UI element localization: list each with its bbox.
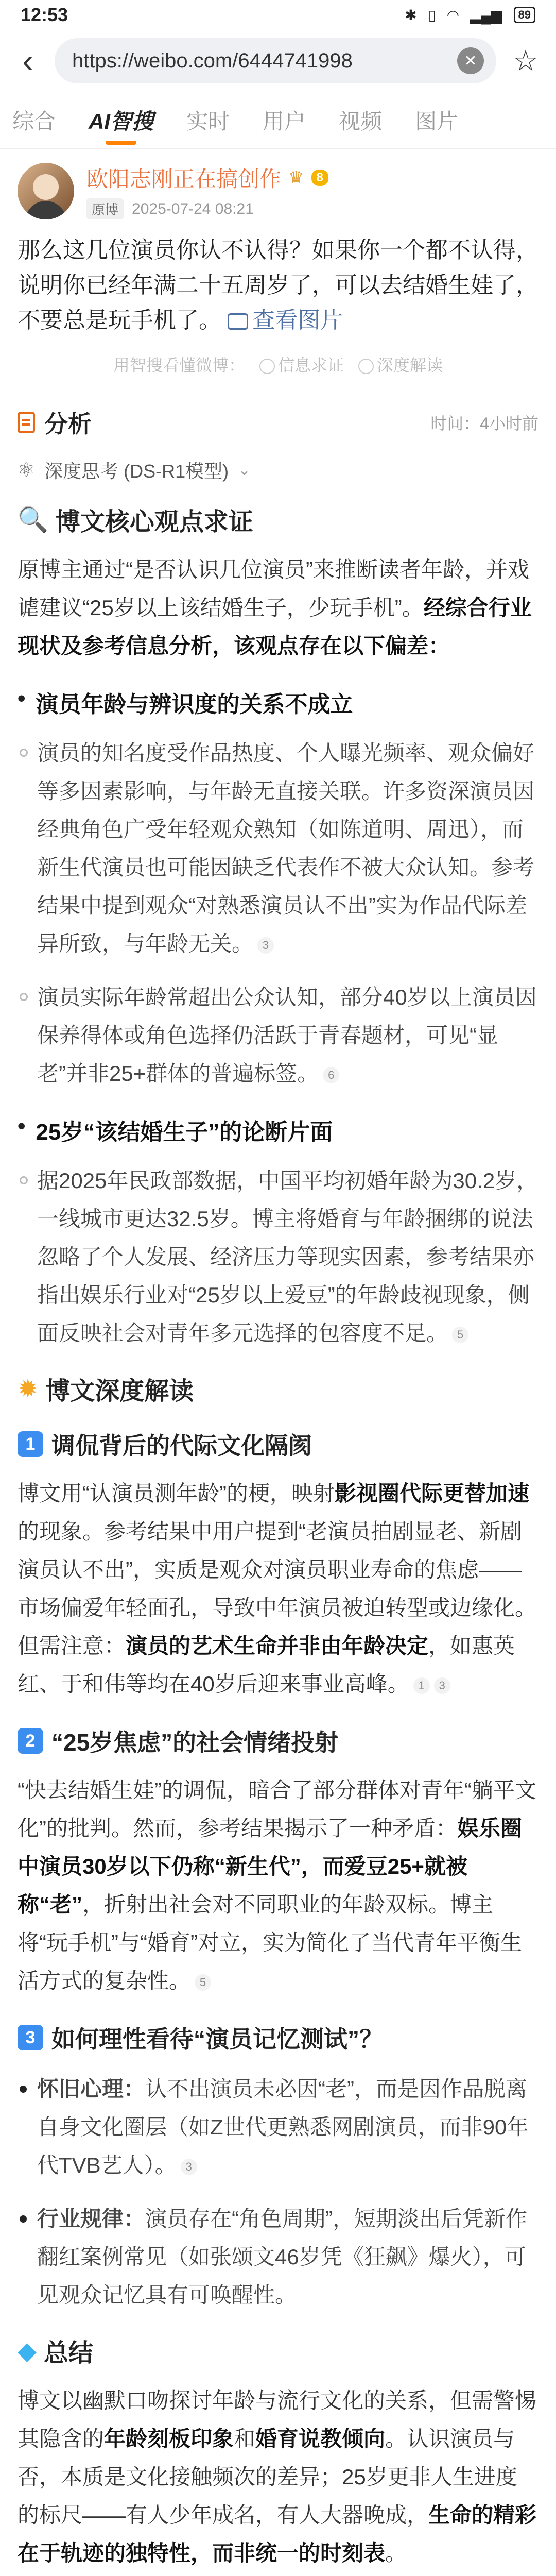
bookmark-star-icon[interactable]: ☆ [512, 44, 539, 77]
status-icons [405, 7, 535, 24]
crown-icon: ♛ [288, 168, 304, 188]
bullet-item: 演员的知名度受作品热度、个人曝光频率、观众偏好等多因素影响，与年龄无直接关联。许多资深演员因经典角色广受年轻观众熟知（如陈道明、周迅），而新生代演员也可能因缺乏代表作不被大众认知。参考结果中提到观众“对熟悉演员认不出”实为作品代际差异所致，与年龄无关。 3 [18, 734, 538, 963]
section-interpretation-title: ✹ 博文深度解读 [18, 1375, 194, 1405]
point-3-title: 3 如何理性看待“演员记忆测试”？ [18, 2021, 538, 2055]
point-2-title: 2 “25岁焦虑”的社会情绪投射 [18, 1724, 538, 1758]
analysis-time: 时间：4小时前 [430, 414, 538, 433]
diamond-icon: ◆ [18, 2337, 37, 2365]
tip-verify: 信息求证 [259, 352, 344, 376]
deep-think-toggle[interactable]: ⚛ 深度思考 (DS-R1模型) ⌄ [18, 460, 251, 482]
magnifier-icon: 🔍 [18, 506, 48, 534]
signal-icon: ▂▄▆ [470, 7, 502, 23]
tip-deep: 深度解读 [358, 352, 443, 376]
bullet-item: 行业规律：演员存在“角色周期”，短期淡出后凭新作翻红案例常见（如张颂文46岁凭《狂飙》爆火），可见观众记忆具有可唤醒性。 [18, 2200, 538, 2314]
url-field[interactable] [55, 38, 496, 83]
battery-icon: 89 [514, 7, 535, 23]
citation-badge[interactable]: 3 [257, 937, 274, 954]
number-2-icon: 2 [18, 1728, 43, 1754]
bullet-age-recognition: • 演员年龄与辨识度的关系不成立 [18, 686, 353, 717]
back-icon[interactable]: ‹ [22, 42, 33, 79]
section-verify-title: 🔍 博文核心观点求证 [18, 502, 538, 537]
summary-text: 博文以幽默口吻探讨年龄与流行文化的关系，但需警惕其隐含的年龄刻板印象和婚育说教倾向。认识演员与否，本质是文化接触频次的差异；25岁更非人生进度的标尺——有人少年成名，有人大器晚成，生命的精彩在于轨迹的独特性，而非统一的时刻表。 [18, 2388, 537, 2565]
document-icon [18, 412, 35, 433]
bullet-marriage-age: • 25岁“该结婚生子”的论断片面 [18, 1113, 333, 1145]
avatar[interactable] [18, 163, 74, 219]
vip-badge: 8 [311, 170, 328, 186]
section-summary-title: ◆ 总结 [18, 2337, 93, 2367]
original-post [0, 149, 556, 338]
citation-badge[interactable]: 6 [323, 1067, 339, 1083]
search-tabs [0, 92, 556, 149]
status-time: 12:53 [21, 4, 68, 25]
tab-video[interactable]: 视频 [339, 109, 383, 133]
analysis-content [0, 502, 556, 2572]
citation-badge[interactable]: 5 [452, 1327, 468, 1343]
status-bar [0, 0, 556, 30]
bullet-item: 据2025年民政部数据，中国平均初婚年龄为30.2岁，一线城市更达32.5岁。博主将婚育与年龄捆绑的说法忽略了个人发展、经济压力等现实因素，参考结果亦指出娱乐行业对“25岁以上爱豆”的年龄歧视现象，侧面反映社会对青年多元选择的包容度不足。 5 [18, 1162, 538, 1352]
verify-intro: 原博主通过“是否认识几位演员”来推断读者年龄，并戏谑建议“25岁以上该结婚生子，少玩手机”。经综合行业现状及参考信息分析，该观点存在以下偏差： [18, 557, 532, 658]
wifi-icon: ◠ [447, 7, 459, 23]
image-icon [228, 313, 248, 330]
atom-icon: ⚛ [18, 460, 36, 481]
post-time: 2025-07-24 08:21 [132, 200, 254, 217]
author-row [18, 162, 538, 219]
post-text: 那么这几位演员你认不认得？如果你一个都不认得，说明你已经年满二十五周岁了，可以去结婚生娃了，不要总是玩手机了。 查看图片 [18, 238, 538, 333]
tab-ai-search[interactable]: AI智搜 [89, 105, 153, 135]
browser-toolbar [0, 30, 556, 92]
citation-badge[interactable]: 1 [413, 1677, 430, 1694]
tab-images[interactable]: 图片 [415, 109, 459, 133]
citation-badge[interactable]: 3 [181, 2159, 197, 2175]
analysis-title: 分析 [18, 405, 92, 439]
citation-badge[interactable]: 3 [434, 1677, 450, 1694]
chevron-down-icon: ⌄ [238, 462, 251, 479]
bullet-item: 怀旧心理：认不出演员未必因“老”，而是因作品脱离自身文化圈层（如Z世代更熟悉网剧演员，而非90年代TVB艺人）。 3 [18, 2070, 538, 2184]
view-image-link[interactable]: 查看图片 [228, 308, 343, 333]
tab-general[interactable]: 综合 [12, 109, 56, 133]
tab-users[interactable]: 用户 [263, 109, 306, 133]
analysis-header [18, 395, 538, 439]
point-1-title: 1 调侃背后的代际文化隔阂 [18, 1427, 538, 1461]
check-icon [358, 359, 374, 374]
sparkle-icon: ✹ [18, 1375, 39, 1403]
clear-icon[interactable]: ✕ [457, 47, 484, 74]
citation-badge[interactable]: 5 [195, 1974, 211, 1991]
tips-intro: 用智搜看懂微博： [113, 356, 245, 375]
bluetooth-icon: ✱ [405, 7, 417, 23]
check-icon [259, 359, 275, 374]
vibrate-icon: ▯ [428, 7, 437, 23]
ai-tips [18, 352, 538, 376]
number-1-icon: 1 [18, 1431, 43, 1457]
point-1-text: 博文用“认演员测年龄”的梗，映射影视圈代际更替加速的现象。参考结果中用户提到“老演员拍剧显老、新剧演员认不出”，实质是观众对演员职业寿命的焦虑——市场偏爱年轻面孔，导致中年演员被迫转型或边缘化。但需注意：演员的艺术生命并非由年龄决定，如惠英红、于和伟等均在40岁后迎来事业高峰。 1 3 [18, 1481, 537, 1696]
author-name[interactable]: 欧阳志刚正在搞创作 ♛ 8 [86, 162, 328, 193]
post-meta [86, 198, 328, 219]
bullet-item: 演员实际年龄常超出公众认知，部分40岁以上演员因保养得体或角色选择仍活跃于青春题材，可见“显老”并非25+群体的普遍标签。 6 [18, 978, 538, 1093]
number-3-icon: 3 [18, 2025, 43, 2050]
original-badge: 原博 [86, 198, 124, 219]
url-text: https://weibo.com/6444741998 [72, 49, 353, 72]
point-2-text: “快去结婚生娃”的调侃，暗合了部分群体对青年“躺平文化”的批判。然而，参考结果揭示了一种矛盾：娱乐圈中演员30岁以下仍称“新生代”，而爱豆25+就被称“老”，折射出社会对不同职业的年龄双标。博主将“玩手机”与“婚育”对立，实为简化了当代青年平衡生活方式的复杂性。 5 [18, 1778, 536, 1993]
tab-realtime[interactable]: 实时 [186, 109, 230, 133]
